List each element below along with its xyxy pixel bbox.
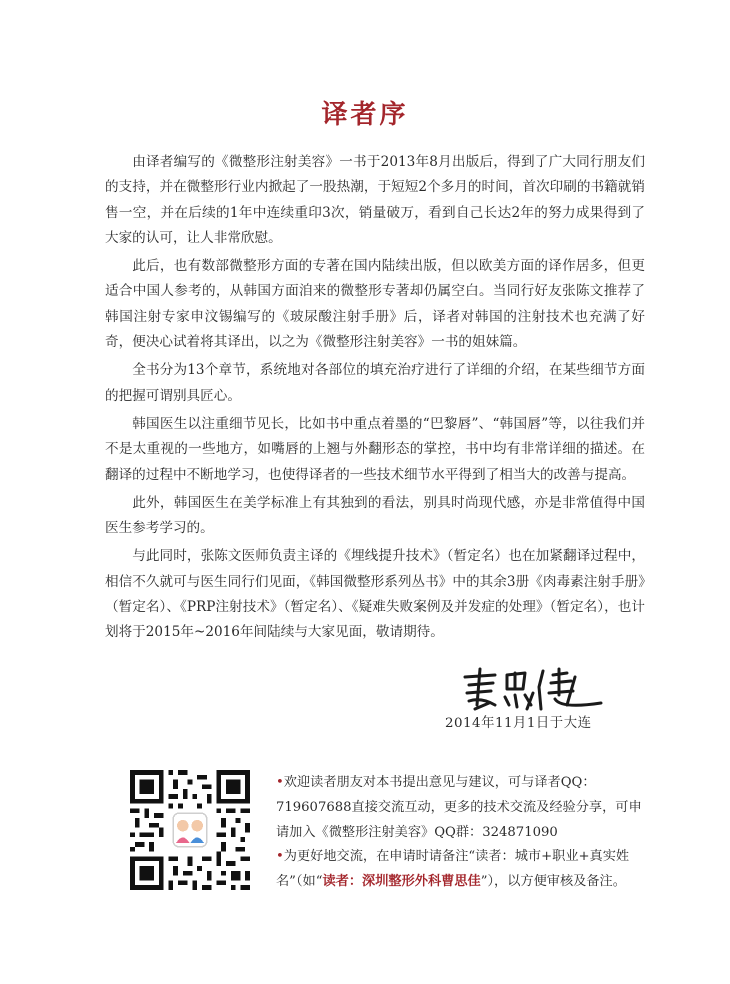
note-remark-example: 读者：深圳整形外科曹思佳 <box>322 874 481 890</box>
paragraph: 全书分为13个章节，系统地对各部位的填充治疗进行了详细的介绍，在某些细节方面的把握可谓别具匠心。 <box>105 362 645 404</box>
paragraph: 由译者编写的《微整形注射美容》一书于2013年8月出版后，得到了广大同行朋友们的支持，并在微整形行业内掀起了一股热潮，于短短2个多月的时间，首次印刷的书籍就销售一空，并在后续的1年中连续重印3次，销量破万，看到自己长达2年的努力成果得到了大家的认可，让人非常欣慰。 <box>105 154 645 246</box>
note-remark-before: 为更好地交流，在申请时请备注“读者：城市+职业+真实姓名”（如“ <box>276 849 630 890</box>
reader-notes <box>276 771 646 895</box>
note-contact <box>276 771 646 845</box>
bullet: • <box>276 775 284 790</box>
signature-date: 2014年11月1日于大连 <box>445 716 592 731</box>
bullet: • <box>276 849 284 865</box>
note-remark <box>276 845 646 895</box>
note-contact-text: 欢迎读者朋友对本书提出意见与建议，可与译者QQ：719607688直接交流互动，更多的技术交流及经验分享，可申请加入《微整形注射美容》QQ群：324871090 <box>276 775 642 840</box>
paragraph: 此外，韩国医生在美学标准上有其独到的看法，别具时尚现代感，亦是非常值得中国医生参考学习的。 <box>105 494 645 537</box>
note-remark-after: ”），以方便审核及备注。 <box>480 874 626 890</box>
page-title: 译者序 <box>321 100 409 130</box>
preface-body <box>105 150 645 649</box>
paragraph: 与此同时，张陈文医师负责主译的《埋线提升技术》（暂定名）也在加紧翻译过程中，相信不久就可与医生同行们见面，《韩国微整形系列丛书》中的其余3册《肉毒素注射手册》（暂定名）、《PRP注射技术》（暂定名）、《疑难失败案例及并发症的处理》（暂定名），也计划将于2015年~2016年间陆续与大家见面，敬请期待。 <box>105 548 645 641</box>
qr-code-icon <box>130 770 250 890</box>
paragraph: 韩国医生以注重细节见长，比如书中重点着墨的“巴黎唇”、“韩国唇”等，以往我们并不是太重视的一些地方，如嘴唇的上翘与外翻形态的掌控，书中均有非常详细的描述。在翻译的过程中不断地学习，也使得译者的一些技术细节水平得到了相当大的改善与提高。 <box>105 415 645 483</box>
paragraph: 此后，也有数部微整形方面的专著在国内陆续出版，但以欧美方面的译作居多，但更适合中国人参考的，从韩国方面洎来的微整形专著却仍属空白。当同行好友张陈文推荐了韩国注射专家申汶锡编写的《玻尿酸注射手册》后，译者对韩国的注射技术也充满了好奇，便决心试着将其译出，以之为《微整形注射美容》一书的姐妹篇。 <box>105 258 645 351</box>
handwritten-signature <box>455 665 605 713</box>
